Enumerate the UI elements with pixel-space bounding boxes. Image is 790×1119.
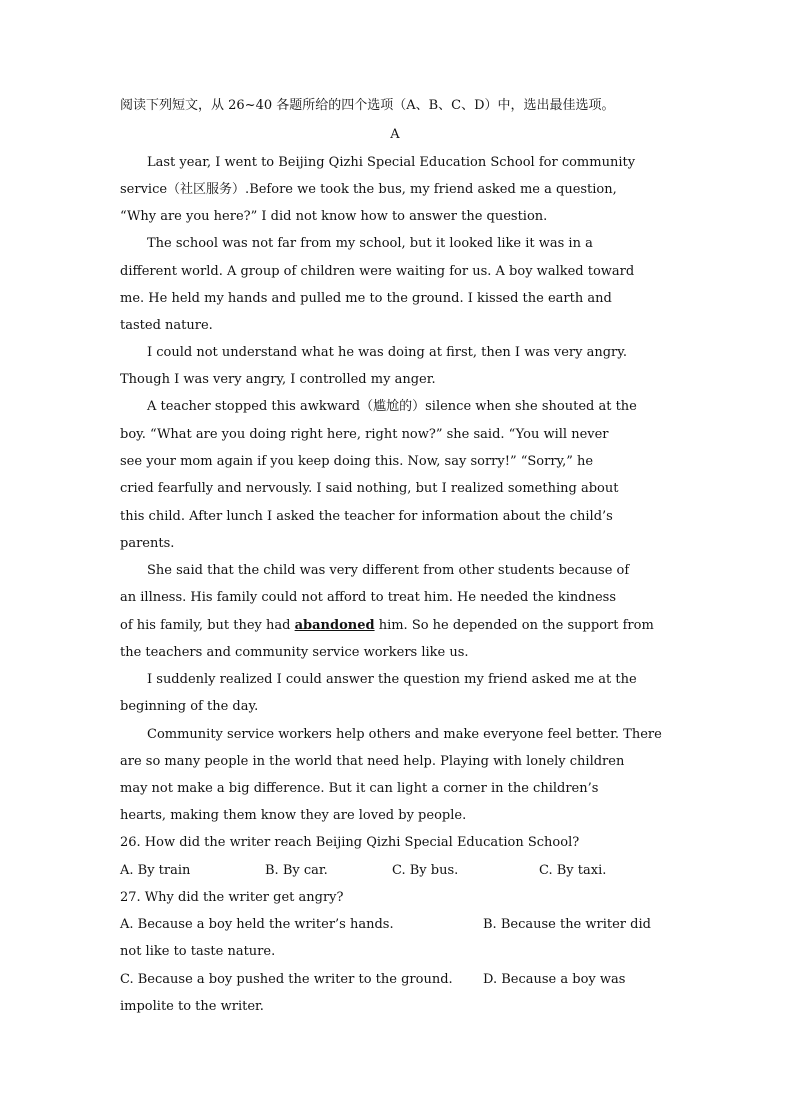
passage-line: cried fearfully and nervously. I said nothing, but I realized something about xyxy=(120,481,619,496)
passage-line: “Why are you here?” I did not know how to answer the question. xyxy=(120,209,548,224)
passage-line: I could not understand what he was doing at first, then I was very angry. xyxy=(147,345,628,360)
passage-line: hearts, making them know they are loved by people. xyxy=(120,808,467,823)
passage-line: A teacher stopped this awkward（尴尬的）silence when she shouted at the xyxy=(147,399,637,414)
passage-line: an illness. His family could not afford to treat him. He needed the kindness xyxy=(120,590,617,605)
passage-line xyxy=(120,616,668,636)
passage-line: this child. After lunch I asked the teacher for information about the child’s xyxy=(120,509,613,524)
passage-line: different world. A group of children were waiting for us. A boy walked toward xyxy=(120,264,635,279)
passage-line: parents. xyxy=(120,536,175,551)
passage-line: see your mom again if you keep doing this. Now, say sorry!” “Sorry,” he xyxy=(120,454,594,469)
passage-text: of his family, but they had xyxy=(120,618,295,633)
section-label: A xyxy=(390,127,400,142)
passage-line: boy. “What are you doing right here, right now?” she said. “You will never xyxy=(120,427,609,442)
question-26-option-a: A. By train xyxy=(120,863,191,878)
passage-line: the teachers and community service workers like us. xyxy=(120,645,469,660)
question-26-option-d: C. By taxi. xyxy=(539,863,607,878)
passage-line: are so many people in the world that need help. Playing with lonely children xyxy=(120,754,625,769)
question-27-option-c: C. Because a boy pushed the writer to the ground. xyxy=(120,972,453,987)
passage-line: Last year, I went to Beijing Qizhi Special Education School for community xyxy=(147,155,636,170)
passage-line: She said that the child was very different from other students because of xyxy=(147,563,630,578)
passage-line: Community service workers help others and make everyone feel better. There xyxy=(147,727,662,742)
question-27-option-b: B. Because the writer did xyxy=(483,917,651,932)
question-27-stem: 27. Why did the writer get angry? xyxy=(120,890,344,905)
question-27-option-b-continued: not like to taste nature. xyxy=(120,944,276,959)
underlined-word: abandoned xyxy=(294,618,375,633)
question-27-option-d-continued: impolite to the writer. xyxy=(120,999,264,1014)
passage-line: service（社区服务）.Before we took the bus, my friend asked me a question, xyxy=(120,182,617,197)
question-26-option-b: B. By car. xyxy=(265,863,328,878)
passage-line: I suddenly realized I could answer the question my friend asked me at the xyxy=(147,672,637,687)
question-26-option-c: C. By bus. xyxy=(392,863,459,878)
question-27-option-d: D. Because a boy was xyxy=(483,972,626,987)
passage-line: may not make a big difference. But it can light a corner in the children’s xyxy=(120,781,599,796)
question-27-option-a: A. Because a boy held the writer’s hands. xyxy=(120,917,394,932)
instruction-text: 阅读下列短文，从 26~40 各题所给的四个选项（A、B、C、D）中，选出最佳选项。 xyxy=(120,98,615,113)
passage-line: beginning of the day. xyxy=(120,699,259,714)
passage-line: tasted nature. xyxy=(120,318,213,333)
passage-text: him. So he depended on the support from xyxy=(374,618,654,633)
passage-line: Though I was very angry, I controlled my anger. xyxy=(120,372,436,387)
question-26-stem: 26. How did the writer reach Beijing Qizhi Special Education School? xyxy=(120,835,580,850)
passage-line: The school was not far from my school, but it looked like it was in a xyxy=(147,236,593,251)
passage-line: me. He held my hands and pulled me to the ground. I kissed the earth and xyxy=(120,291,612,306)
